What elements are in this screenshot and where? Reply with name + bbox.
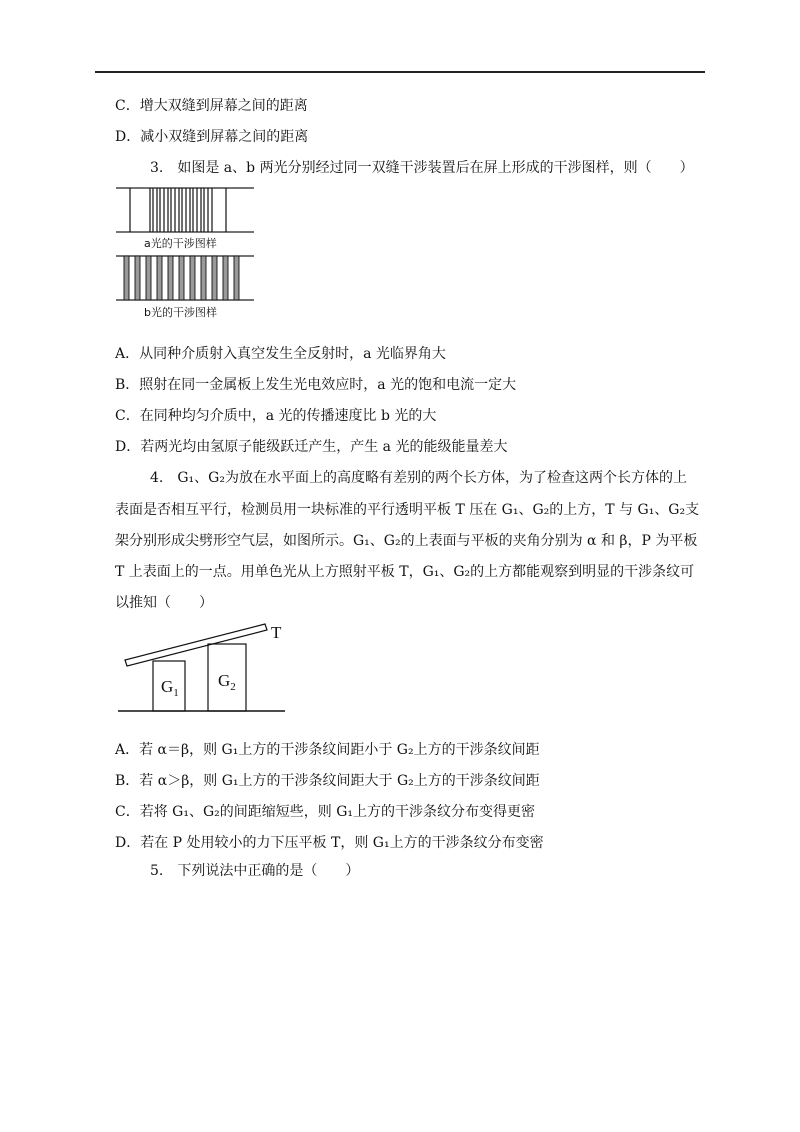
q4-stem-line3: 架分别形成尖劈形空气层，如图所示。G₁、G₂的上表面与平板的夹角分别为 α 和 β，P 为平板 (115, 533, 698, 549)
q4-option-a: A．若 α＝β，则 G₁上方的干涉条纹间距小于 G₂上方的干涉条纹间距 (115, 742, 540, 758)
q4-figure (115, 618, 295, 714)
q2-option-c: C．增大双缝到屏幕之间的距离 (115, 98, 308, 114)
fringe-pattern-a (116, 187, 254, 235)
wedge-diagram (115, 618, 295, 714)
fringe-band (146, 256, 151, 300)
fringe-band (157, 256, 162, 300)
fringe-band (179, 256, 184, 300)
q2-option-d: D．减小双缝到屏幕之间的距离 (115, 129, 309, 145)
q3-option-b: B．照射在同一金属板上发生光电效应时，a 光的饱和电流一定大 (115, 377, 517, 393)
fringe-band (135, 256, 140, 300)
q3-caption-a: a光的干涉图样 (144, 237, 217, 250)
fringe-band (168, 256, 173, 300)
q3-caption-b: b光的干涉图样 (144, 306, 217, 319)
q4-stem-line1: 4. G₁、G₂为放在水平面上的高度略有差别的两个长方体，为了检查这两个长方体的上 (150, 470, 687, 486)
block2-label: $G_2$ (218, 671, 236, 693)
q4-option-b: B．若 α＞β，则 G₁上方的干涉条纹间距大于 G₂上方的干涉条纹间距 (115, 773, 540, 789)
q4-option-d: D．若在 P 处用较小的力下压平板 T，则 G₁上方的干涉条纹分布变密 (115, 835, 544, 851)
q4-option-c: C．若将 G₁、G₂的间距缩短些，则 G₁上方的干涉条纹分布变得更密 (115, 804, 535, 820)
q3-fringe-figure-b (116, 255, 254, 303)
q3-option-d: D．若两光均由氢原子能级跃迁产生，产生 a 光的能级能量差大 (115, 439, 508, 455)
q3-stem: 3. 如图是 a、b 两光分别经过同一双缝干涉装置后在屏上形成的干涉图样，则（ ） (150, 160, 694, 176)
fringe-band (124, 256, 129, 300)
fringe-band (190, 256, 195, 300)
q5-stem: 5. 下列说法中正确的是（ ） (150, 863, 360, 879)
q3-option-a: A．从同种介质射入真空发生全反射时，a 光临界角大 (115, 346, 446, 362)
header-rule (95, 71, 705, 73)
fringe-band (223, 256, 228, 300)
q3-fringe-figure-a (116, 187, 254, 235)
q4-stem-line2: 表面是否相互平行，检测员用一块标准的平行透明平板 T 压在 G₁、G₂的上方，T 与 G₁、G₂支 (115, 502, 700, 518)
block1-label: $G_1$ (161, 677, 179, 699)
q4-stem-line5: 以推知（ ） (115, 595, 213, 611)
fringe-band (201, 256, 206, 300)
plate-label: T (271, 623, 282, 642)
q4-stem-line4: T 上表面上的一点。用单色光从上方照射平板 T，G₁、G₂的上方都能观察到明显的干涉条纹可 (115, 564, 695, 580)
fringe-band (234, 256, 239, 300)
fringe-band (212, 256, 217, 300)
fringe-pattern-b (116, 255, 254, 303)
q3-option-c: C．在同种均匀介质中，a 光的传播速度比 b 光的大 (115, 408, 437, 424)
